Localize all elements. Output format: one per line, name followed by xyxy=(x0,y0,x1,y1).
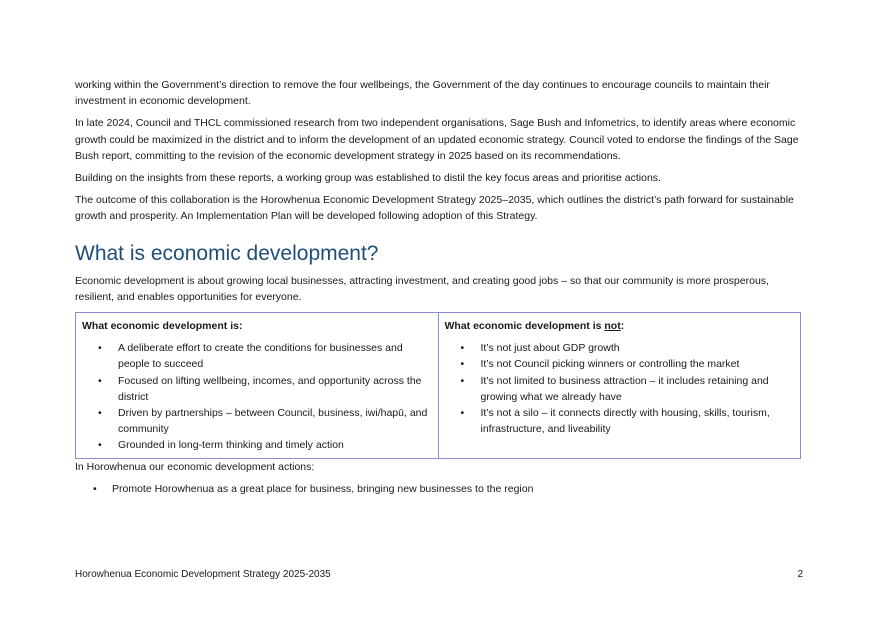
is-not-column-title xyxy=(445,318,795,334)
is-not-title-prefix: What economic development is xyxy=(444,320,605,333)
comparison-table xyxy=(75,312,801,459)
section-heading: What is economic development? xyxy=(75,241,379,265)
actions-list-item: • Promote Horowhenua as a great place for business, bringing new businesses to the region xyxy=(112,481,802,497)
body-paragraph-1: working within the Government’s direction to remove the four wellbeings, the Government of the day continues to encourage councils to maintain their investment in economic development. xyxy=(75,79,770,108)
intro-paragraph: Economic development is about growing local businesses, attracting investment, and creating good jobs – so that our community is more prosperous, resilient, and enables opportunities for everyone. xyxy=(75,274,769,303)
is-list-item: • A deliberate effort to create the conditions for businesses and people to succeed xyxy=(118,340,432,372)
is-not-title-suffix: : xyxy=(620,320,625,333)
is-list-item: • Driven by partnerships – between Council, business, iwi/hapū, and community xyxy=(118,405,432,437)
actions-list xyxy=(75,481,802,497)
is-not-list xyxy=(445,340,795,437)
is-not-list-item: • It’s not limited to business attraction – it includes retaining and growing what we already have xyxy=(481,373,795,405)
is-not-list-item: • It’s not just about GDP growth xyxy=(481,340,795,356)
is-not-column xyxy=(438,313,801,459)
is-not-title-emphasis: not xyxy=(604,320,621,333)
page-content xyxy=(75,77,802,497)
is-column-title: What economic development is: xyxy=(82,320,243,333)
body-paragraph-2: In late 2024, Council and THCL commissioned research from two independent organisations, Sage Bush and Infometrics, to identify areas where economic growth could be maximized in the district and to inform the development of an updated economic strategy. Council voted to endorse the findings of the Sage Bush report, committing to the revision of the economic development strategy in 2025 based on its recommendations. xyxy=(75,117,799,162)
is-list-item: • Grounded in long-term thinking and timely action xyxy=(118,437,432,453)
body-paragraph-4: The outcome of this collaboration is the Horowhenua Economic Development Strategy 2025–2035, which outlines the district’s path forward for sustainable growth and prosperity. An Implementation Plan will be developed following adoption of this Strategy. xyxy=(75,194,794,223)
is-column xyxy=(76,313,439,459)
is-not-list-item: • It’s not a silo – it connects directly with housing, skills, tourism, infrastructure, and liveability xyxy=(481,405,795,437)
actions-intro: In Horowhenua our economic development actions: xyxy=(75,460,315,473)
page-number: 2 xyxy=(797,569,803,580)
is-list-item: • Focused on lifting wellbeing, incomes, and opportunity across the district xyxy=(118,373,432,405)
page-footer xyxy=(75,568,803,582)
body-paragraph-3: Building on the insights from these reports, a working group was established to distil the key focus areas and prioritise actions. xyxy=(75,172,661,185)
is-list xyxy=(82,340,432,453)
is-not-list-item: • It’s not Council picking winners or controlling the market xyxy=(481,356,795,372)
footer-title: Horowhenua Economic Development Strategy 2025-2035 xyxy=(75,569,331,580)
